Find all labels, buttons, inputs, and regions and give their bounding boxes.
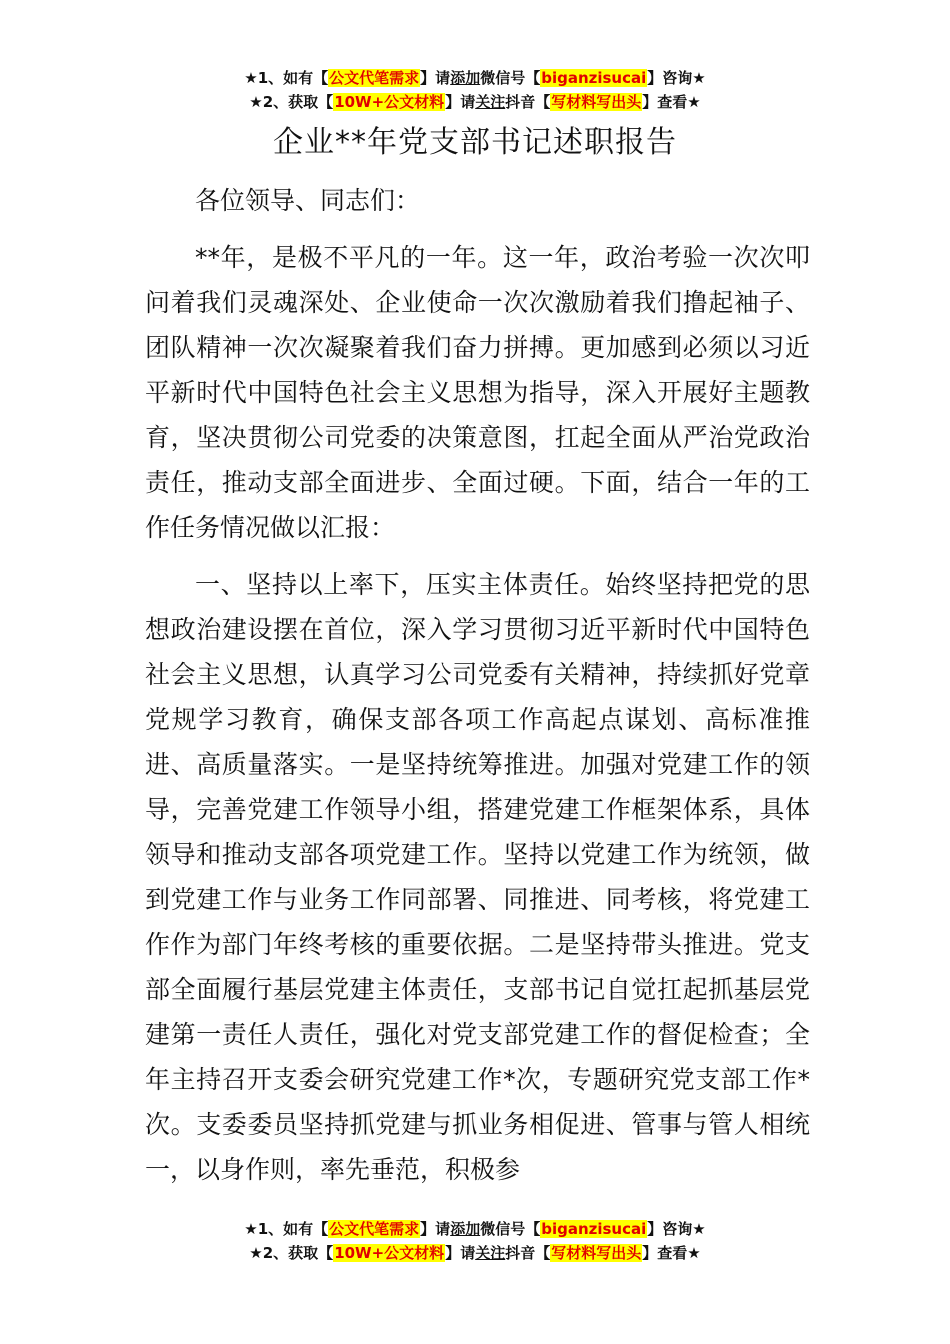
banner-text: 微信号【	[480, 1220, 541, 1238]
banner-text: 抖音【	[505, 93, 551, 111]
banner-text: 】查看★	[642, 1244, 701, 1262]
banner-highlight: 写材料写出头	[551, 93, 642, 111]
banner-text: 】咨询★	[647, 69, 706, 87]
document-body	[145, 178, 810, 1204]
banner-text: ★2、获取【	[249, 1244, 334, 1262]
banner-text: ★2、获取【	[249, 93, 334, 111]
banner-highlight: 写材料写出头	[551, 1244, 642, 1262]
banner-text: 】请	[445, 93, 476, 111]
banner-text: 】请	[445, 1244, 476, 1262]
footer-banner	[0, 1217, 950, 1265]
banner-text: ★1、如有【	[244, 1220, 329, 1238]
banner-highlight: 公文代笔需求	[329, 69, 420, 87]
banner-line-2	[0, 90, 950, 114]
banner-highlight: biganzisucai	[541, 1220, 647, 1238]
banner-underlined: 添加	[450, 69, 481, 87]
banner-text: ★1、如有【	[244, 69, 329, 87]
banner-line-1	[0, 1217, 950, 1241]
body-paragraph: 一、坚持以上率下，压实主体责任。始终坚持把党的思想政治建设摆在首位，深入学习贯彻习近平新时代中国特色社会主义思想，认真学习公司党委有关精神，持续抓好党章党规学习教育，确保支部各项工作高起点谋划、高标准推进、高质量落实。一是坚持统筹推进。加强对党建工作的领导，完善党建工作领导小组，搭建党建工作框架体系，具体领导和推动支部各项党建工作。坚持以党建工作为统领，做到党建工作与业务工作同部署、同推进、同考核，将党建工作作为部门年终考核的重要依据。二是坚持带头推进。党支部全面履行基层党建主体责任，支部书记自觉扛起抓基层党建第一责任人责任，强化对党支部党建工作的督促检查；全年主持召开支委会研究党建工作*次，专题研究党支部工作*次。支委委员坚持抓党建与抓业务相促进、管事与管人相统一，以身作则，率先垂范，积极参	[145, 570, 810, 1184]
banner-underlined: 添加	[450, 1220, 481, 1238]
body-paragraph: **年，是极不平凡的一年。这一年，政治考验一次次叩问着我们灵魂深处、企业使命一次次激励着我们撸起袖子、团队精神一次次凝聚着我们奋力拼搏。更加感到必须以习近平新时代中国特色社会主义思想为指导，深入开展好主题教育，坚决贯彻公司党委的决策意图，扛起全面从严治党政治责任，推动支部全面进步、全面过硬。下面，结合一年的工作任务情况做以汇报：	[145, 243, 810, 542]
banner-text: 】查看★	[642, 93, 701, 111]
banner-text: 微信号【	[480, 69, 541, 87]
document-title: 企业**年党支部书记述职报告	[273, 125, 677, 160]
banner-text: 】请	[420, 69, 451, 87]
banner-line-2	[0, 1241, 950, 1265]
greeting: 各位领导、同志们：	[195, 186, 421, 215]
banner-underlined: 关注	[475, 93, 506, 111]
banner-line-1	[0, 66, 950, 90]
banner-underlined: 关注	[475, 1244, 506, 1262]
header-banner	[0, 66, 950, 114]
banner-highlight: 10W+公文材料	[334, 93, 445, 111]
banner-highlight: 10W+公文材料	[334, 1244, 445, 1262]
banner-text: 抖音【	[505, 1244, 551, 1262]
banner-text: 】请	[420, 1220, 451, 1238]
banner-text: 】咨询★	[647, 1220, 706, 1238]
banner-highlight: biganzisucai	[541, 69, 647, 87]
banner-highlight: 公文代笔需求	[329, 1220, 420, 1238]
